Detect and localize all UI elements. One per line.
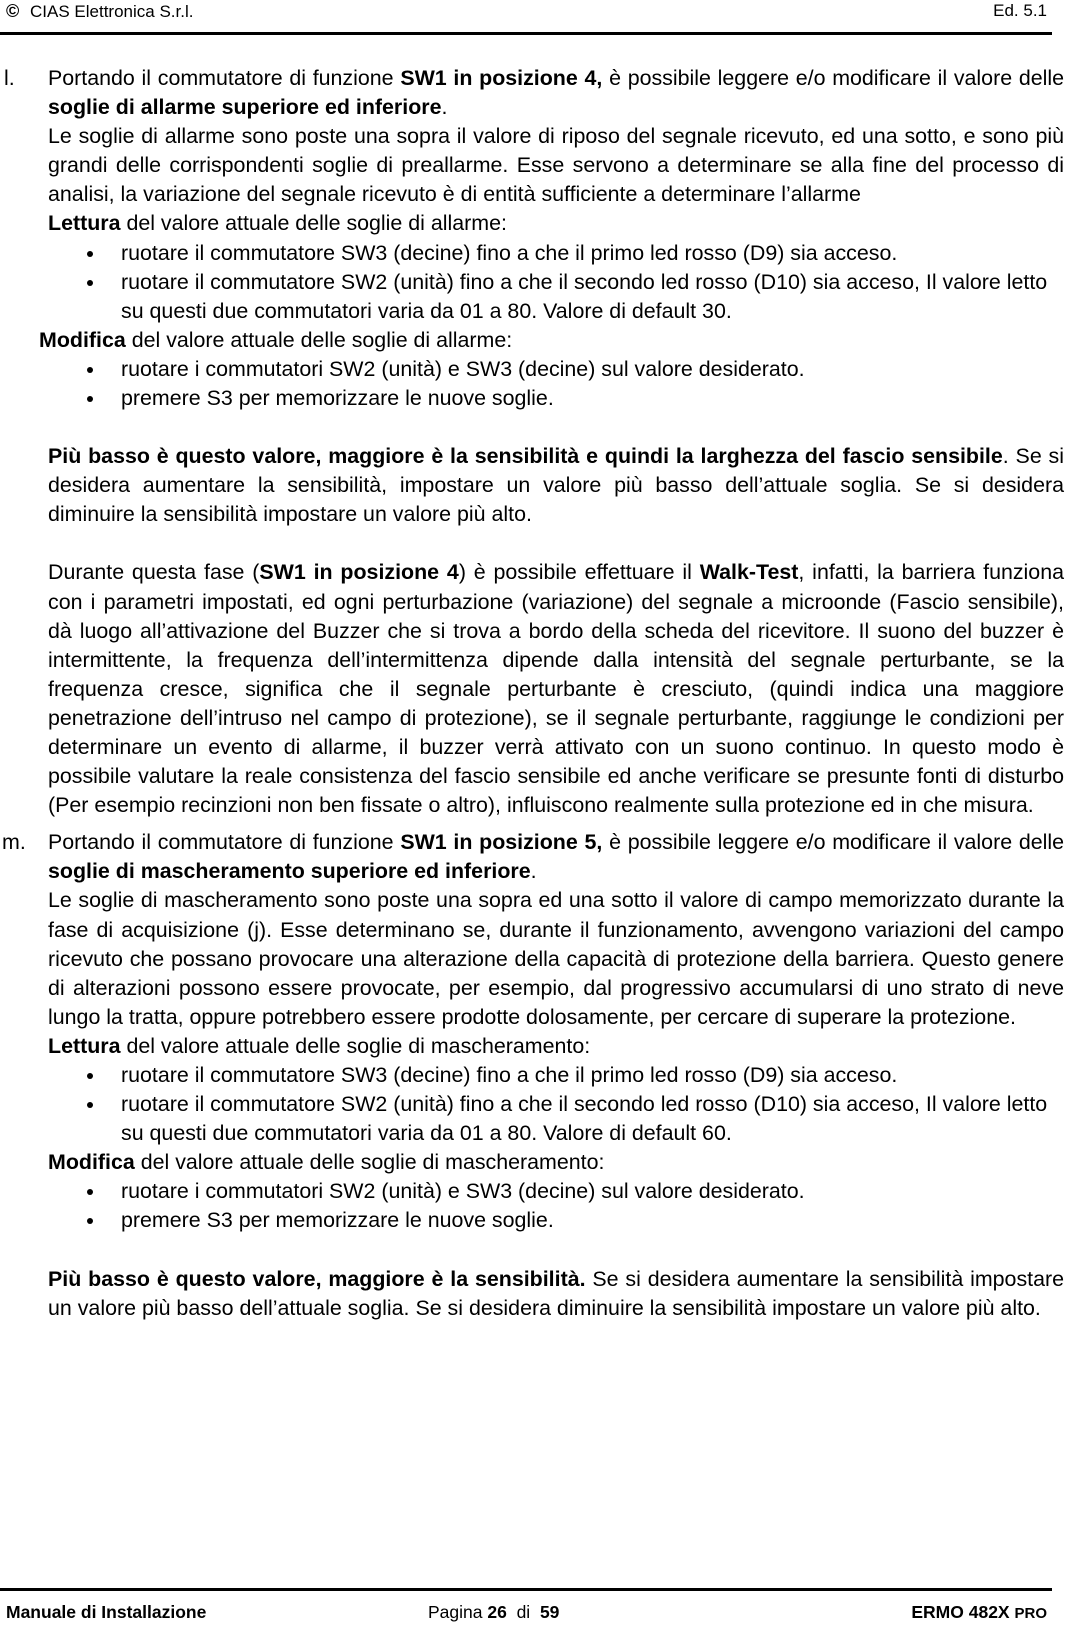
list-item: premere S3 per memorizzare le nuove soglie.	[48, 1206, 1064, 1235]
section-m-lettura-list	[48, 1061, 1064, 1148]
bullet-icon	[87, 1189, 93, 1195]
section-m-modifica: Modifica del valore attuale delle soglie di mascheramento:	[48, 1150, 605, 1175]
list-item: premere S3 per memorizzare le nuove soglie.	[48, 384, 1064, 413]
section-m-marker: m.	[2, 830, 26, 855]
page-header	[0, 0, 1052, 30]
section-m-description: Le soglie di mascheramento sono poste una sopra ed una sotto il valore di campo memorizzato durante la fase di acquisizione (j). Esse determinano se, durante il funzionamento, avvengono variazioni del campo ricevuto che possano provocare una alterazione della capacità di protezione della barriera. Questo genere di alterazioni possono essere provocate, per esempio, dal progressivo accumularsi di uno strato di neve lungo la tratta, oppure potrebbero essere prodotte dolosamente, per cercare di superare la protezione.	[48, 888, 1064, 1029]
bullet-icon	[87, 1102, 93, 1108]
section-l-intro: Portando il commutatore di funzione SW1 in posizione 4, è possibile leggere e/o modificare il valore delle soglie di allarme superiore ed inferiore.	[48, 66, 1065, 120]
section-l-marker: l.	[4, 66, 15, 90]
page-number: Pagina 26 di 59	[428, 1602, 560, 1622]
list-item: ruotare il commutatore SW2 (unità) fino a che il secondo led rosso (D10) sia acceso, Il valore letto su questi due commutatori varia da 01 a 80. Valore di default 30.	[48, 268, 1064, 326]
list-item: ruotare i commutatori SW2 (unità) e SW3 (decine) sul valore desiderato.	[48, 355, 1064, 384]
list-item: ruotare i commutatori SW2 (unità) e SW3 (decine) sul valore desiderato.	[48, 1177, 1064, 1206]
section-m-intro: Portando il commutatore di funzione SW1 in posizione 5, è possibile leggere e/o modificare il valore delle soglie di mascheramento superiore ed inferiore.	[48, 830, 1065, 884]
copyright-icon: ©	[6, 1, 20, 21]
header-company	[6, 0, 193, 23]
header-divider	[0, 32, 1052, 35]
edition-label: Ed. 5.1	[993, 1, 1047, 20]
list-item: ruotare il commutatore SW3 (decine) fino a che il primo led rosso (D9) sia acceso.	[48, 1061, 1064, 1090]
bullet-icon	[87, 367, 93, 373]
section-l	[0, 64, 1064, 820]
bullet-icon	[87, 280, 93, 286]
section-m-modifica-list	[48, 1177, 1064, 1235]
section-l-walk-test: Durante questa fase (SW1 in posizione 4) è possibile effettuare il Walk-Test, infatti, la barriera funziona con i parametri impostati, ed ogni perturbazione (variazione) del segnale a microonde (Fascio sensibile), dà luogo all’attivazione del Buzzer che si trova a bordo della scheda del ricevitore. Il suono del buzzer è intermittente, la frequenza dell’intermittenza dipende dalla intensità del segnale perturbante, se la frequenza cresce, significa che il segnale perturbante è cresciuto, (quindi indica una maggiore penetrazione dell’intruso nel campo di protezione), se il segnale perturbante, raggiunge le condizioni per determinare un evento di allarme, il buzzer verrà attivato con un suono continuo. In questo modo è possibile valutare la reale consistenza del fascio sensibile ed anche verificare se presunte fonti di disturbo (Per esempio recinzioni non ben fissate o altro), influiscono realmente sulla protezione ed in che misura.	[48, 560, 1064, 818]
bullet-icon	[87, 396, 93, 402]
section-m-sensitivity-note: Più basso è questo valore, maggiore è la sensibilità. Se si desidera aumentare la sensibilità impostare un valore più basso dell’attuale soglia. Se si desidera diminuire la sensibilità impostare un valore più alto.	[48, 1266, 1064, 1320]
bullet-icon	[87, 1218, 93, 1224]
section-l-sensitivity-note: Più basso è questo valore, maggiore è la sensibilità e quindi la larghezza del fascio sensibile. Se si desidera aumentare la sensibilità, impostare un valore più basso dell’attuale soglia. Se si desidera diminuire la sensibilità impostare un valore più alto.	[48, 444, 1064, 527]
manual-title: Manuale di Installazione	[6, 1602, 207, 1622]
product-name: ERMO 482X PRO	[911, 1602, 1047, 1622]
section-l-modifica: Modifica del valore attuale delle soglie di allarme:	[39, 327, 513, 352]
section-l-description: Le soglie di allarme sono poste una sopra il valore di riposo del segnale ricevuto, ed una sotto, e sono più grandi delle corrispondenti soglie di preallarme. Esse servono a determinare se alla fine del processo di analisi, la variazione del segnale ricevuto è di entità sufficiente a determinare l’allarme	[48, 124, 1064, 207]
section-l-lettura-list	[48, 239, 1064, 326]
section-m-lettura: Lettura del valore attuale delle soglie di mascheramento:	[48, 1033, 591, 1058]
page-footer	[0, 1600, 1052, 1624]
list-item: ruotare il commutatore SW2 (unità) fino a che il secondo led rosso (D10) sia acceso, Il valore letto su questi due commutatori varia da 01 a 80. Valore di default 60.	[48, 1090, 1064, 1148]
bullet-icon	[87, 1073, 93, 1079]
section-m	[0, 828, 1064, 1323]
footer-divider	[0, 1588, 1052, 1591]
list-item: ruotare il commutatore SW3 (decine) fino a che il primo led rosso (D9) sia acceso.	[48, 239, 1064, 268]
section-l-lettura: Lettura del valore attuale delle soglie di allarme:	[48, 211, 507, 236]
section-l-modifica-list	[48, 355, 1064, 413]
bullet-icon	[87, 251, 93, 257]
company-name: CIAS Elettronica S.r.l.	[30, 2, 194, 21]
page-content	[0, 64, 1069, 1331]
